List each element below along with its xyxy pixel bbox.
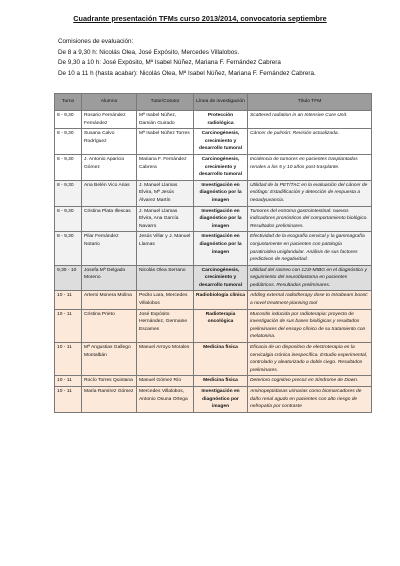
cell-alumno: Rosario Fernández Fernández (82, 111, 137, 129)
comision-line: De 9,30 a 10 h: José Expósito, Mª Isabel Núñez, Mariana F. Fernández Cabrera (58, 59, 281, 67)
header-linea: Línea de investigación (194, 94, 248, 111)
cell-tutor: Manuel Arroyo Morales (137, 343, 194, 376)
cell-alumno: Rocío Torres Quintana (82, 376, 137, 387)
comisiones-heading: Comisiones de evaluación: (58, 38, 134, 45)
cell-linea: Investigación en diagnóstico por la imagen (194, 206, 248, 232)
cell-linea: Medicina física (194, 376, 248, 387)
cell-linea: Radioterapia oncológica (194, 309, 248, 342)
table-row (55, 387, 372, 413)
table-row (55, 343, 372, 376)
cell-tutor: José Expósito Hernández, Germaine Escames (137, 309, 194, 342)
cell-turno: 8 - 9,30 (55, 154, 82, 180)
cell-alumno: Cristina Prieto (82, 309, 137, 342)
cell-turno: 8 - 9,30 (55, 129, 82, 155)
cell-linea: Investigación en diagnóstico por imagen (194, 387, 248, 413)
cell-linea: Medicina física (194, 343, 248, 376)
cell-tutor: Mª Isabel Núñez, Damián Guirado (137, 111, 194, 129)
header-tutor: Tutor/Cotutor (137, 94, 194, 111)
table-row (55, 232, 372, 265)
cell-linea: Radiobiología clínica (194, 291, 248, 309)
cell-tutor: Mª Isabel Núñez Torres (137, 129, 194, 155)
table-row (55, 291, 372, 309)
cell-tutor: Jesús Villar y J. Manuel Llamas (137, 232, 194, 265)
cell-alumno: Pilar Fernández Notario (82, 232, 137, 265)
cell-tutor: Manuel Gómez Río (137, 376, 194, 387)
cell-titulo: Deterioro cognitivo precoz en Síndrome de Down. (248, 376, 372, 387)
cell-alumno: Cristina Plata Illescas (82, 206, 137, 232)
cell-titulo: Efectividad de la ecografía cervical y la gammagrafía conjuntamente en pacientes con patología paratiroidea uniglandular. Análisis de sus factores predictivos de negatividad. (248, 232, 372, 265)
schedule-table (54, 93, 372, 413)
cell-tutor: Mariana F. Fernández Cabrera (137, 154, 194, 180)
table-row (55, 154, 372, 180)
document-title: Cuadrante presentación TFMs curso 2013/2014, convocatoria septiembre (73, 14, 327, 23)
cell-titulo: Cáncer de pulmón: Revisión actualizada. (248, 129, 372, 155)
comision-line: De 10 a 11 h (hasta acabar): Nicolás Olea, Mª Isabel Núñez, Mariana F. Fernández Cabrera. (58, 69, 316, 77)
cell-titulo: Incidencia de tumores en pacientes trasplantados renales a los 5 y 10 años post-trasplante. (248, 154, 372, 180)
table-row (55, 309, 372, 342)
table-row (55, 129, 372, 155)
table-row (55, 376, 372, 387)
cell-tutor: Pedro Lara, Mercedes Villalobos (137, 291, 194, 309)
cell-tutor: J. Manuel Llamas Elvira, Mª Jesús Álvarez Martín (137, 180, 194, 206)
cell-turno: 8 - 9,30 (55, 180, 82, 206)
cell-alumno: Mª Angustias Gallego Montalbán (82, 343, 137, 376)
cell-linea: Carcinogénesis, crecimiento y desarrollo tumoral (194, 154, 248, 180)
cell-titulo: Mucositis inducida por radioterapia: proyecto de investigación de sus bases biológicas y resultados preliminares del ensayo clínico de su tratamiento con melatonina. (248, 309, 372, 342)
cell-alumno: Artemi Monera Molina (82, 291, 137, 309)
cell-titulo: Adding external radiotherapy dose to Intrabeam boost: a novel treatment-planning tool (248, 291, 372, 309)
cell-titulo: Eficacia de un dispositivo de electroterapia en la cervicalgia crónica inespecífica. Estudio experimental, controlado y aleatorizado a doble ciego. Resultados preliminares. (248, 343, 372, 376)
cell-titulo: Tumores del estroma gastrointestinal: nuevos indicadores pronósticos del comportamiento biológico. Resultados preliminares. (248, 206, 372, 232)
cell-turno: 9,30 - 10 (55, 265, 82, 291)
cell-linea: Investigación en diagnóstico por la imagen (194, 180, 248, 206)
cell-linea: Carcinogénesis, crecimiento y desarrollo tumoral (194, 129, 248, 155)
cell-alumno: María Ramírez Gómez (82, 387, 137, 413)
cell-alumno: Ana Belén Vico Arias (82, 180, 137, 206)
cell-linea: Investigación en diagnóstico por la imagen (194, 232, 248, 265)
table-row (55, 265, 372, 291)
cell-linea: Protección radiológica (194, 111, 248, 129)
cell-alumno: Josefa Mª Delgado Moreno (82, 265, 137, 291)
cell-tutor: J. Manuel Llamas Elvira, Ana García Navarro (137, 206, 194, 232)
cell-titulo: Aminopeptidasas urinarias como biomarcadores de daño renal agudo en pacientes con alto riesgo de nefropatía por contraste (248, 387, 372, 413)
cell-turno: 10 - 11 (55, 376, 82, 387)
cell-turno: 10 - 11 (55, 291, 82, 309)
cell-turno: 10 - 11 (55, 309, 82, 342)
cell-turno: 8 - 9,30 (55, 206, 82, 232)
cell-titulo: Utilidad del rastreo con 123I-MIBG en el diagnóstico y seguimiento del neuroblastoma en pacientes pediátricos. Resultados preliminares. (248, 265, 372, 291)
cell-alumno: J. Antonio Aparicio Gómez (82, 154, 137, 180)
table-row (55, 111, 372, 129)
cell-tutor: Nicolás Olea Serrano (137, 265, 194, 291)
header-alumno: Alumno (82, 94, 137, 111)
cell-turno: 8 - 9,30 (55, 232, 82, 265)
comisiones-section (58, 37, 316, 79)
table-row (55, 206, 372, 232)
table-header-row (55, 94, 372, 111)
cell-titulo: Utilidad de la PET/TAC en la evaluación del cáncer de esófago: Estadificación y detección de respuesta a neoadyuvancia. (248, 180, 372, 206)
cell-linea: Carcinogénesis, crecimiento y desarrollo tumoral (194, 265, 248, 291)
comision-line: De 8 a 9,30 h: Nicolás Olea, José Expósito, Mercedes Villalobos. (58, 48, 240, 56)
table-row (55, 180, 372, 206)
header-turno: Turno (55, 94, 82, 111)
cell-turno: 10 - 11 (55, 387, 82, 413)
cell-tutor: Mercedes Villalobos, Antonio Osuna Ortega (137, 387, 194, 413)
cell-turno: 10 - 11 (55, 343, 82, 376)
cell-turno: 8 - 9,30 (55, 111, 82, 129)
cell-titulo: Scattered radiation in an Intensive Care Unit. (248, 111, 372, 129)
cell-alumno: Susana Calvo Rodríguez (82, 129, 137, 155)
header-titulo: Título TFM (248, 94, 372, 111)
